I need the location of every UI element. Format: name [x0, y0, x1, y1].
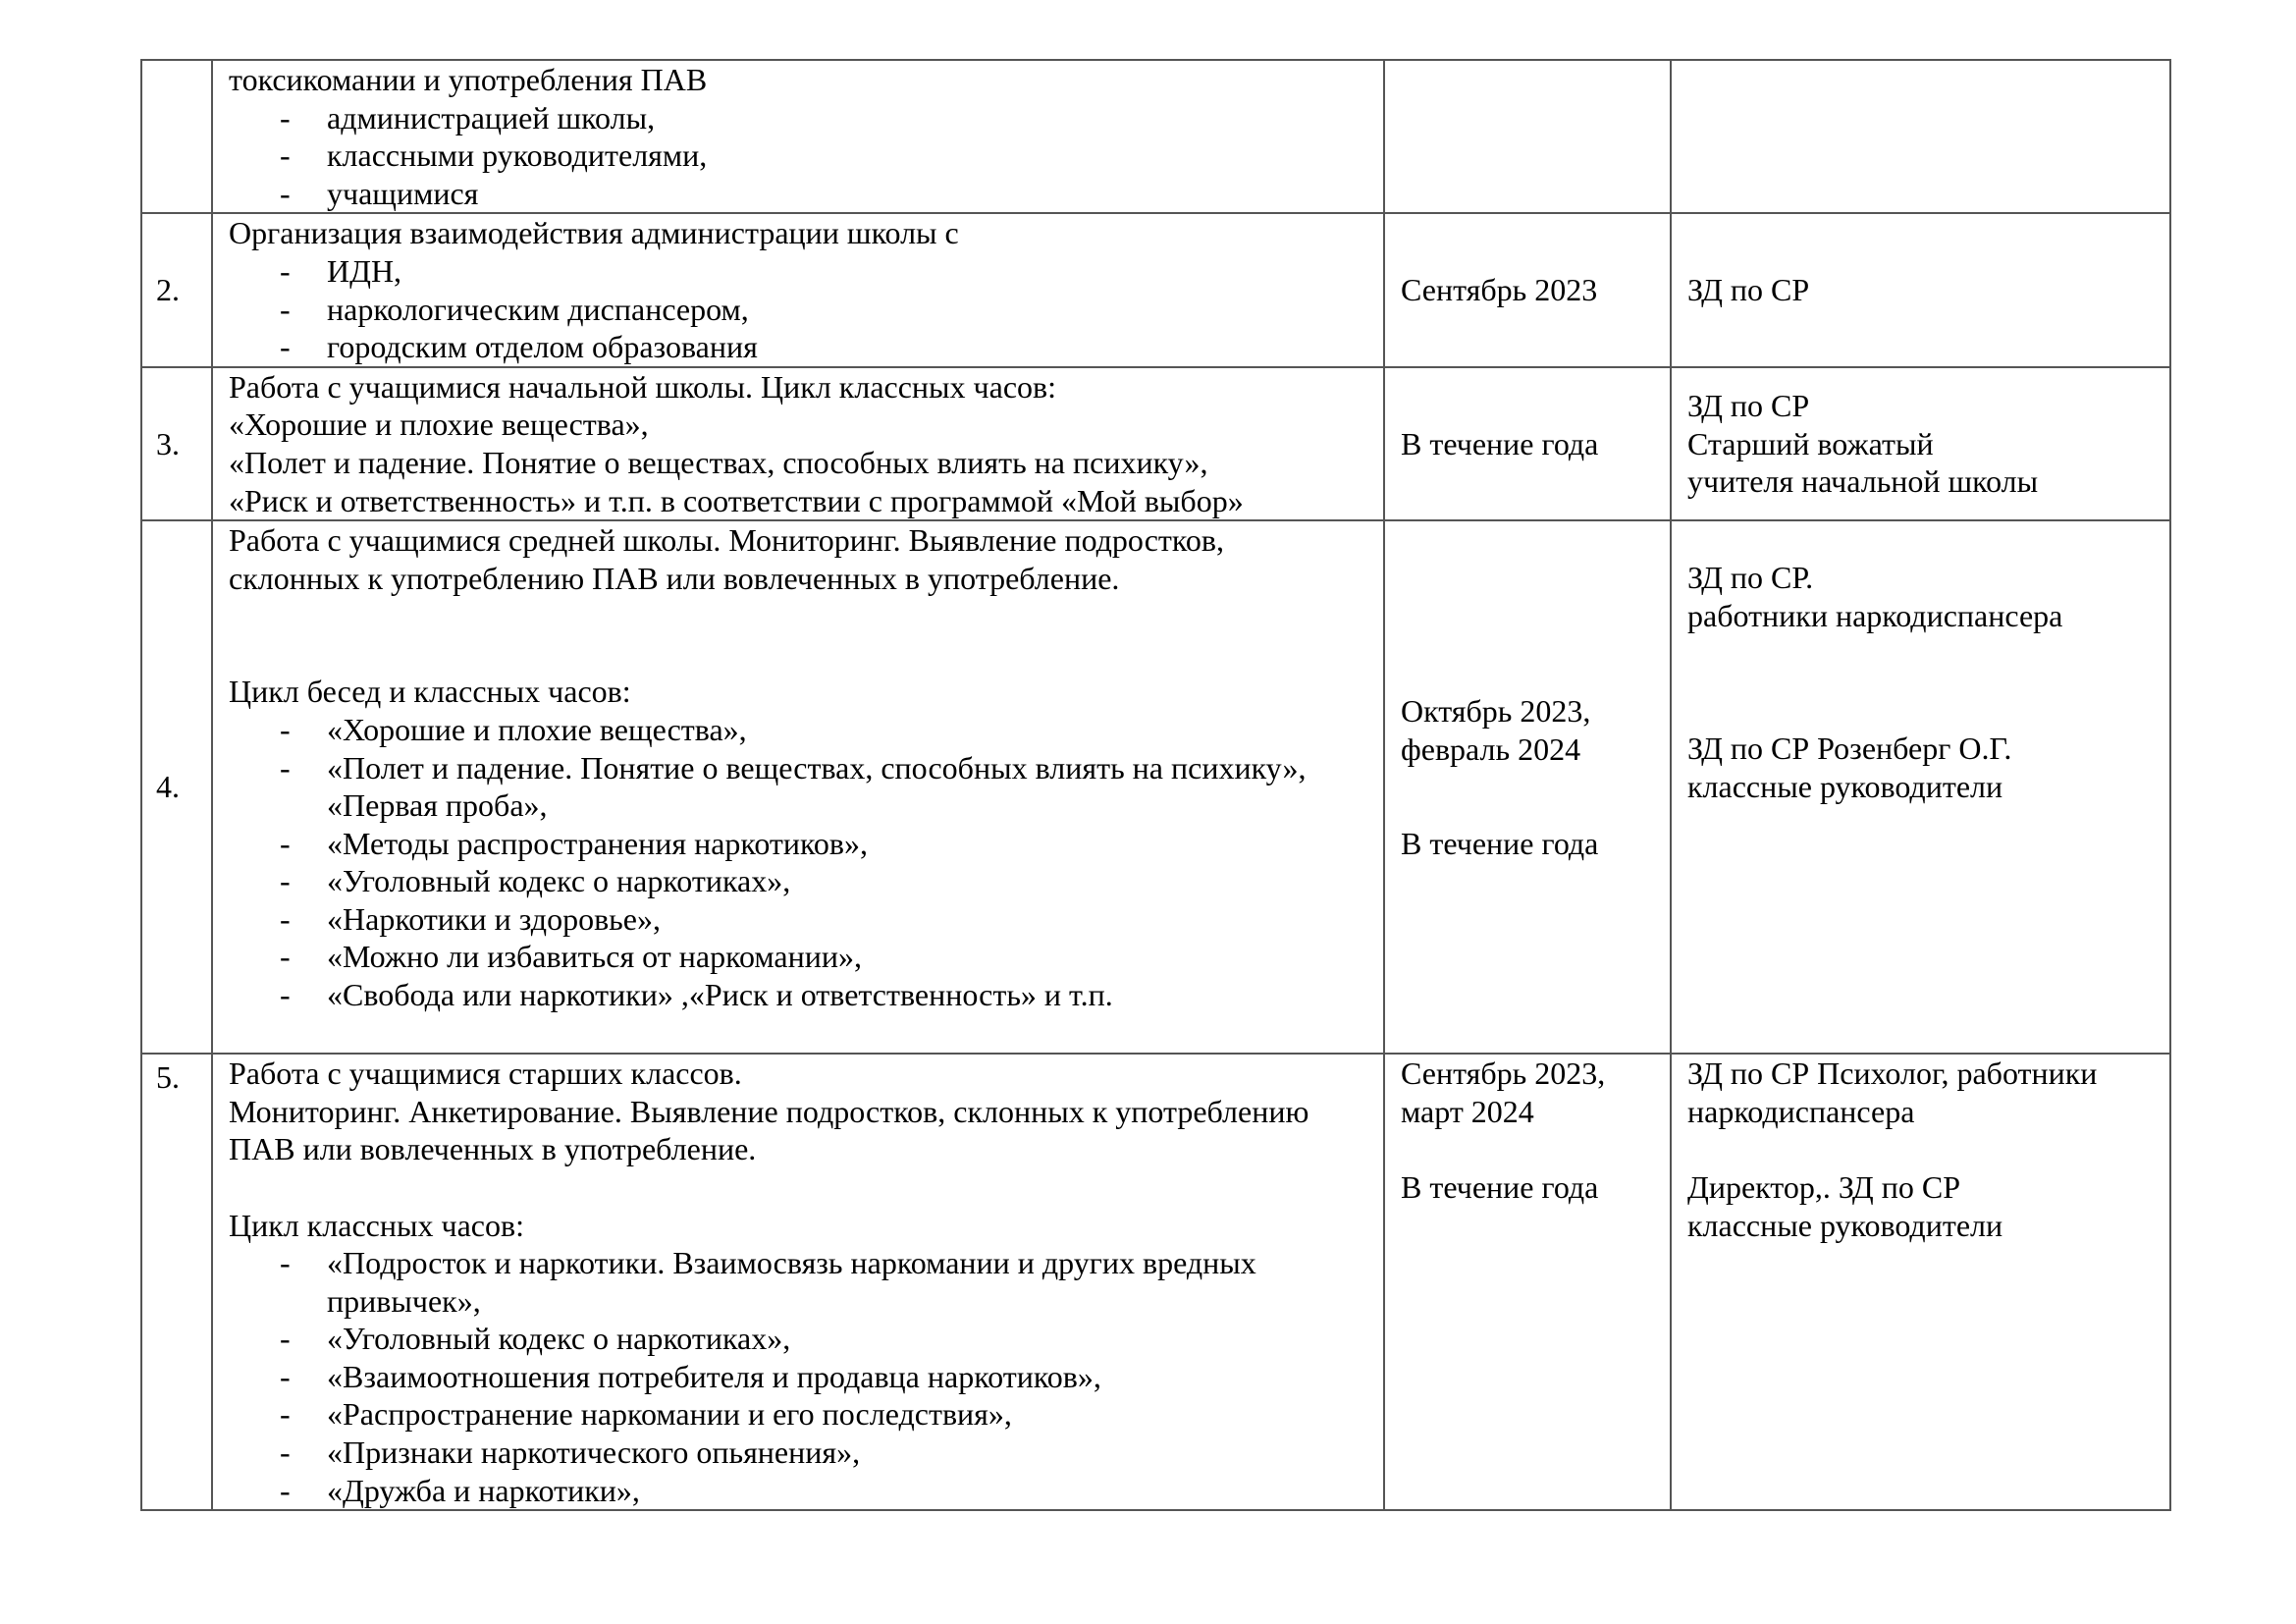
- description-line: Работа с учащимися старших классов.: [229, 1056, 742, 1092]
- table-row: [141, 520, 2170, 1054]
- description-line: Организация взаимодействия администрации школы с: [229, 215, 959, 251]
- list-item: - «Взаимоотношения потребителя и продавца наркотиков»,: [229, 1358, 1377, 1396]
- description-line: Работа с учащимися средней школы. Мониторинг. Выявление подростков,: [229, 522, 1224, 559]
- list-item: - «Распространение наркомании и его последствия»,: [229, 1395, 1377, 1434]
- row-date: [1384, 213, 1671, 366]
- list-item: «Первая проба»,: [327, 787, 548, 824]
- list-item: - ИДН,: [229, 252, 1377, 291]
- list-item: - «Уголовный кодекс о наркотиках»,: [229, 862, 1377, 900]
- row-description: [212, 520, 1384, 1054]
- list-item: - классными руководителями,: [229, 136, 1377, 175]
- list-item: - «Методы распространения наркотиков»,: [229, 825, 1377, 863]
- row-number: 5.: [141, 1054, 212, 1510]
- bullet-list: [229, 99, 1377, 213]
- table-row: [141, 213, 2170, 366]
- row-date: [1384, 60, 1671, 213]
- table-row: [141, 367, 2170, 520]
- row-date: [1384, 367, 1671, 520]
- row-number: [141, 60, 212, 213]
- list-item: - «Подросток и наркотики. Взаимосвязь наркомании и других вредных: [229, 1244, 1377, 1282]
- row-description: [212, 367, 1384, 520]
- plan-table: [140, 59, 2171, 1511]
- date-line: Октябрь 2023,: [1401, 693, 1591, 730]
- responsible-line: Старший вожатый: [1687, 425, 1934, 461]
- responsible-line: ЗД по СР.: [1687, 560, 1814, 596]
- row-responsible: [1671, 367, 2170, 520]
- bullet-list: [229, 711, 1377, 1014]
- table-row: [141, 1054, 2170, 1510]
- date-line: февраль 2024: [1401, 731, 1581, 767]
- row-responsible: [1671, 520, 2170, 1054]
- description-line: токсикомании и употребления ПАВ: [229, 62, 708, 97]
- description-line: «Риск и ответственность» и т.п. в соответствии с программой «Мой выбор»: [229, 482, 1244, 518]
- date-line: Сентябрь 2023,: [1401, 1056, 1606, 1092]
- row-number: 3.: [141, 367, 212, 520]
- responsible-line: ЗД по СР: [1687, 388, 1810, 424]
- row-date: [1384, 1054, 1671, 1510]
- row-date: [1384, 520, 1671, 1054]
- responsible-line: ЗД по СР Психолог, работники: [1687, 1056, 2098, 1092]
- list-item: - «Признаки наркотического опьянения»,: [229, 1434, 1377, 1472]
- list-item: - городским отделом образования: [229, 328, 1377, 366]
- description-line: Работа с учащимися начальной школы. Цикл классных часов:: [229, 368, 1057, 405]
- description-line: Мониторинг. Анкетирование. Выявление подростков, склонных к употреблению: [229, 1093, 1309, 1129]
- list-item: - «Свобода или наркотики» ,«Риск и ответственность» и т.п.: [229, 976, 1377, 1014]
- description-subtitle: Цикл классных часов:: [229, 1207, 524, 1243]
- row-description: [212, 213, 1384, 366]
- list-item: - «Наркотики и здоровье»,: [229, 900, 1377, 939]
- row-description: [212, 60, 1384, 213]
- list-item: - администрацией школы,: [229, 99, 1377, 137]
- date-line: Сентябрь 2023: [1401, 272, 1598, 308]
- row-responsible: [1671, 60, 2170, 213]
- row-number: 4.: [141, 520, 212, 1054]
- responsible-line: ЗД по СР Розенберг О.Г.: [1687, 731, 2012, 767]
- list-item: привычек»,: [327, 1282, 481, 1319]
- date-line: В течение года: [1401, 425, 1599, 461]
- description-line: «Полет и падение. Понятие о веществах, способных влиять на психику»,: [229, 444, 1208, 480]
- row-responsible: [1671, 213, 2170, 366]
- responsible-line: классные руководители: [1687, 768, 2003, 804]
- description-line: «Хорошие и плохие вещества»,: [229, 406, 649, 443]
- row-responsible: [1671, 1054, 2170, 1510]
- list-item: - учащимися: [229, 175, 1377, 213]
- description-line: ПАВ или вовлеченных в употребление.: [229, 1131, 757, 1167]
- row-number: 2.: [141, 213, 212, 366]
- bullet-list: [229, 1244, 1377, 1509]
- list-item: - «Можно ли избавиться от наркомании»,: [229, 938, 1377, 976]
- date-line: март 2024: [1401, 1093, 1534, 1129]
- description-line: склонных к употреблению ПАВ или вовлеченных в употребление.: [229, 560, 1120, 596]
- responsible-line: классные руководители: [1687, 1207, 2003, 1243]
- list-item: - «Дружба и наркотики»,: [229, 1472, 1377, 1510]
- responsible-line: наркодиспансера: [1687, 1093, 1915, 1129]
- table-row: [141, 60, 2170, 213]
- responsible-line: работники наркодиспансера: [1687, 597, 2063, 633]
- responsible-line: ЗД по СР: [1687, 272, 1810, 308]
- list-item: - «Полет и падение. Понятие о веществах, способных влиять на психику»,: [229, 749, 1377, 787]
- list-item: - «Уголовный кодекс о наркотиках»,: [229, 1320, 1377, 1358]
- row-description: [212, 1054, 1384, 1510]
- date-line: В течение года: [1401, 826, 1599, 862]
- date-line: В течение года: [1401, 1168, 1599, 1205]
- responsible-line: учителя начальной школы: [1687, 463, 2039, 500]
- bullet-list: [229, 252, 1377, 366]
- responsible-line: Директор,. ЗД по СР: [1687, 1168, 1961, 1205]
- list-item: - наркологическим диспансером,: [229, 291, 1377, 329]
- list-item: - «Хорошие и плохие вещества»,: [229, 711, 1377, 749]
- description-subtitle: Цикл бесед и классных часов:: [229, 674, 631, 710]
